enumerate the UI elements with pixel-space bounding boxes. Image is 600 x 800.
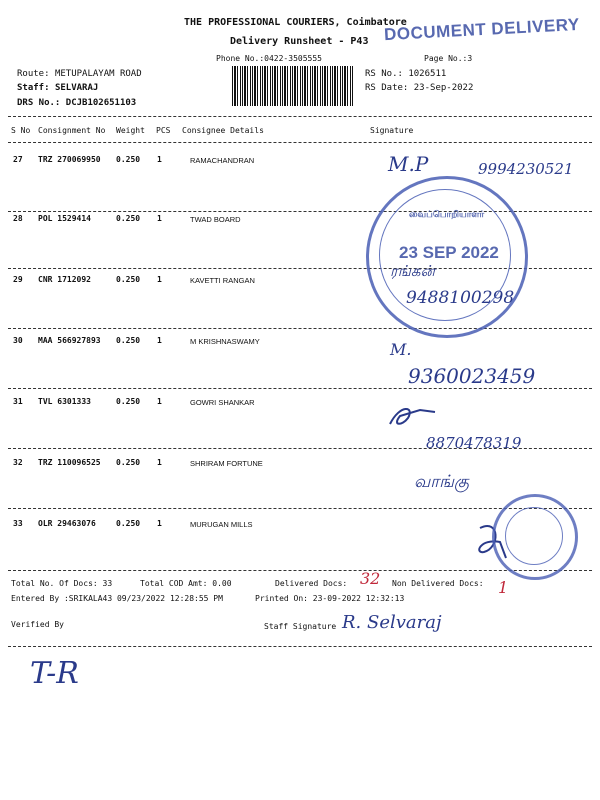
handwritten-phone: 9488100298 — [406, 288, 515, 308]
total-docs: Total No. Of Docs: 33 — [11, 579, 113, 588]
handwritten-signature: வாங்கு — [414, 472, 470, 492]
handwritten-phone: 9360023459 — [408, 364, 536, 388]
verified-by-label: Verified By — [11, 620, 64, 629]
row-sno: 33 — [13, 519, 23, 528]
divider — [8, 116, 592, 117]
row-consignment: OLR 29463076 — [38, 519, 96, 528]
col-header-pcs: PCS — [156, 126, 171, 135]
row-consignment: TRZ 270069950 — [38, 155, 101, 164]
runsheet-title: Delivery Runsheet - P43 — [230, 36, 369, 47]
handwritten-signature: ரங்கன் — [390, 262, 436, 280]
handwritten-signature: M. — [390, 340, 412, 359]
entered-by: Entered By :SRIKALA43 09/23/2022 12:28:55 PM — [11, 594, 223, 603]
rs-date: RS Date: 23-Sep-2022 — [365, 83, 474, 93]
rs-number: RS No.: 1026511 — [365, 69, 447, 79]
stamp-date: 23 SEP 2022 — [399, 243, 499, 262]
row-weight: 0.250 — [116, 214, 141, 223]
delivered-docs-count: 32 — [360, 569, 381, 588]
total-cod: Total COD Amt: 0.00 — [140, 579, 232, 588]
document-delivery-stamp: DOCUMENT DELIVERY — [383, 14, 581, 45]
col-header-consignment: Consignment No — [38, 126, 106, 135]
printed-on: Printed On: 23-09-2022 12:32:13 — [255, 594, 405, 603]
company-name: THE PROFESSIONAL COURIERS, Coimbatore — [184, 17, 407, 28]
row-consignee: TWAD BOARD — [190, 215, 241, 224]
row-consignee: GOWRI SHANKAR — [190, 398, 255, 407]
row-pcs: 1 — [157, 336, 162, 345]
row-pcs: 1 — [157, 519, 162, 528]
handwritten-scribble — [380, 396, 460, 436]
row-consignment: POL 1529414 — [38, 214, 91, 223]
row-weight: 0.250 — [116, 397, 141, 406]
phone-number: Phone No.:0422-3505555 — [216, 54, 322, 63]
delivered-docs-label: Delivered Docs: — [275, 579, 348, 588]
handwritten-signature: M.P — [388, 152, 429, 176]
divider — [8, 646, 592, 647]
non-delivered-docs-count: 1 — [498, 578, 509, 597]
company-seal — [492, 494, 578, 580]
row-consignee: M KRISHNASWAMY — [190, 337, 260, 346]
handwritten-phone: 9994230521 — [478, 160, 574, 178]
page-number: Page No.:3 — [424, 54, 473, 63]
row-pcs: 1 — [157, 275, 162, 284]
barcode — [232, 66, 354, 106]
staff-signature: R. Selvaraj — [342, 612, 442, 633]
row-weight: 0.250 — [116, 336, 141, 345]
row-consignment: TRZ 110096525 — [38, 458, 101, 467]
row-sno: 30 — [13, 336, 23, 345]
row-weight: 0.250 — [116, 155, 141, 164]
row-weight: 0.250 — [116, 458, 141, 467]
staff-label: Staff: — [17, 83, 50, 93]
row-sno: 31 — [13, 397, 23, 406]
row-sno: 27 — [13, 155, 23, 164]
row-sno: 29 — [13, 275, 23, 284]
row-weight: 0.250 — [116, 275, 141, 284]
row-pcs: 1 — [157, 397, 162, 406]
row-consignee: RAMACHANDRAN — [190, 156, 255, 165]
non-delivered-docs-label: Non Delivered Docs: — [392, 579, 484, 588]
row-consignee: SHRIRAM FORTUNE — [190, 459, 263, 468]
row-consignee: MURUGAN MILLS — [190, 520, 253, 529]
divider — [8, 328, 592, 329]
row-consignment: MAA 566927893 — [38, 336, 101, 345]
row-sno: 32 — [13, 458, 23, 467]
staff-row — [17, 83, 98, 93]
office-stamp — [366, 176, 528, 338]
drs-value: DCJB102651103 — [65, 98, 137, 108]
drs-label: DRS No.: — [17, 98, 61, 108]
row-pcs: 1 — [157, 214, 162, 223]
col-header-consignee: Consignee Details — [182, 126, 264, 135]
verifier-signature: T-R — [30, 656, 79, 691]
col-header-weight: Weight — [116, 126, 145, 135]
route-value: METUPALAYAM ROAD — [54, 69, 142, 79]
row-consignee: KAVETTI RANGAN — [190, 276, 255, 285]
row-pcs: 1 — [157, 155, 162, 164]
staff-value: SELVARAJ — [54, 83, 99, 93]
row-sno: 28 — [13, 214, 23, 223]
route-row — [17, 69, 142, 79]
divider — [8, 142, 592, 143]
staff-signature-label: Staff Signature — [264, 622, 337, 631]
seal-inner-ring — [505, 507, 563, 565]
divider — [8, 388, 592, 389]
col-header-sno: S No — [11, 126, 31, 135]
route-label: Route: — [17, 69, 50, 79]
drs-row — [17, 98, 136, 108]
row-pcs: 1 — [157, 458, 162, 467]
col-header-signature: Signature — [370, 126, 414, 135]
row-consignment: TVL 6301333 — [38, 397, 91, 406]
row-consignment: CNR 1712092 — [38, 275, 91, 284]
stamp-tamil-text: வைப்பொறியாளர் — [409, 209, 485, 219]
row-weight: 0.250 — [116, 519, 141, 528]
handwritten-phone: 8870478319 — [426, 434, 522, 452]
